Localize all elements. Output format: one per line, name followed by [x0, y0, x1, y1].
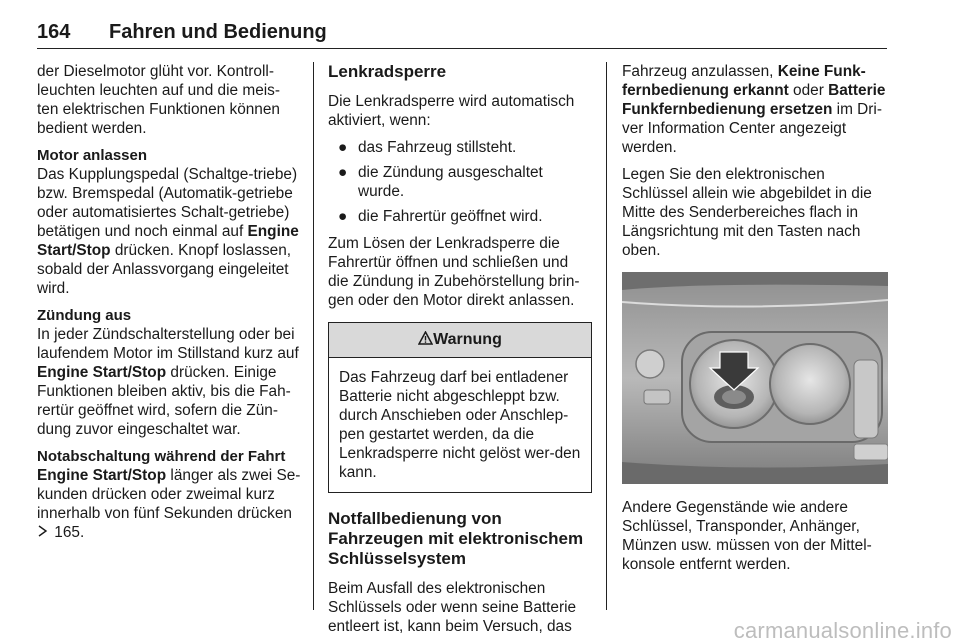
lenkradsperre-intro: Die Lenkradsperre wird automatisch aktiviert, wenn: [328, 93, 575, 129]
watermark-text: carmanualsonline.info [733, 618, 952, 643]
remove-objects-text: Andere Gegenstände wie andere Schlüssel, Transponder, Anhänger, Münzen usw. müssen von der Mittel-konsole entfernt werden. [622, 499, 872, 573]
list-item: ● die Zündung ausgeschaltet wurde. [338, 164, 543, 200]
display-message-text: Fahrzeug anzulassen, Keine Funk-fernbedienung erkannt oder Batterie Funkfernbedienung ersetzen im Dri-ver Information Center angezeigt werden. [622, 63, 886, 156]
notabschaltung-text: Engine Start/Stop länger als zwei Se-kunden drücken oder zweimal kurz innerhalb von fünf Sekunden drücken 165. [37, 467, 301, 541]
warning-header [329, 323, 591, 358]
column-middle [328, 62, 592, 644]
center-console-key-photo [622, 272, 888, 484]
lenkradsperre-loesen-text: Zum Lösen der Lenkradsperre die Fahrertür öffnen und schließen und die Zündung in Zubehörstellung brin-gen oder den Motor direkt anlassen. [328, 235, 580, 309]
warning-text: Das Fahrzeug darf bei entladener Batterie nicht abgeschleppt bzw. durch Anschieben oder Anschlep-pen gestartet werden, da die Lenkradsperre nicht gelöst wer-den kann. [339, 369, 581, 481]
page-reference-arrow-icon [37, 523, 48, 542]
list-item: ● das Fahrzeug stillsteht. [338, 139, 517, 156]
page-number: 164 [37, 21, 71, 43]
zuendung-aus-text: In jeder Zündschalterstellung oder bei laufendem Motor im Stillstand kurz auf Engine Start/Stop drücken. Einige Funktionen bleiben aktiv, bis die Fah-rertür geöffnet wird, sofern die Zün-dung zuvor eingeschaltet war. [37, 326, 299, 438]
list-item: ● die Fahrertür geöffnet wird. [338, 208, 543, 225]
intro-paragraph: der Dieselmotor glüht vor. Kontroll-leuchten leuchten auf und die meis-ten elektrischen Funktionen können bedient werden. [37, 63, 280, 137]
column-divider-2 [606, 62, 607, 610]
warning-title: Warnung [433, 331, 502, 348]
page-header [37, 4, 887, 49]
column-left [37, 62, 301, 550]
notfallbedienung-text: Beim Ausfall des elektronischen Schlüssels oder wenn seine Batterie entleert ist, kann beim Versuch, das [328, 580, 577, 635]
warning-box [328, 322, 592, 493]
bullet-icon: ● [338, 208, 348, 225]
page-reference-link[interactable]: 165. [50, 524, 85, 541]
page-title: Fahren und Bedienung [109, 21, 327, 43]
motor-anlassen-text: Das Kupplungspedal (Schaltge-triebe) bzw. Bremspedal (Automatik-getriebe oder automatisiertes Schalt-getriebe) betätigen und noch einmal auf Engine Start/Stop drücken. Knopf loslassen, sobald der Anlassvorgang eingeleitet wird. [37, 166, 299, 297]
column-right [622, 62, 888, 582]
column-divider-1 [313, 62, 314, 610]
bullet-icon: ● [338, 139, 348, 156]
section-heading-lenkradsperre: Lenkradsperre [328, 62, 447, 81]
bullet-icon: ● [338, 164, 348, 181]
warning-triangle-icon [418, 331, 433, 348]
section-heading-notabschaltung: Notabschaltung während der Fahrt [37, 448, 286, 465]
section-heading-notfallbedienung: Notfallbedienung von Fahrzeugen mit elektronischem Schlüsselsystem [328, 509, 584, 568]
key-placement-text: Legen Sie den elektronischen Schlüssel allein wie abgebildet in die Mitte des Senderbereiches flach in Längsrichtung mit den Tasten nach oben. [622, 166, 872, 259]
section-heading-zuendung-aus: Zündung aus [37, 307, 132, 324]
section-heading-motor-anlassen: Motor anlassen [37, 147, 148, 164]
bullet-list [328, 138, 592, 226]
footer-watermark [0, 618, 960, 644]
